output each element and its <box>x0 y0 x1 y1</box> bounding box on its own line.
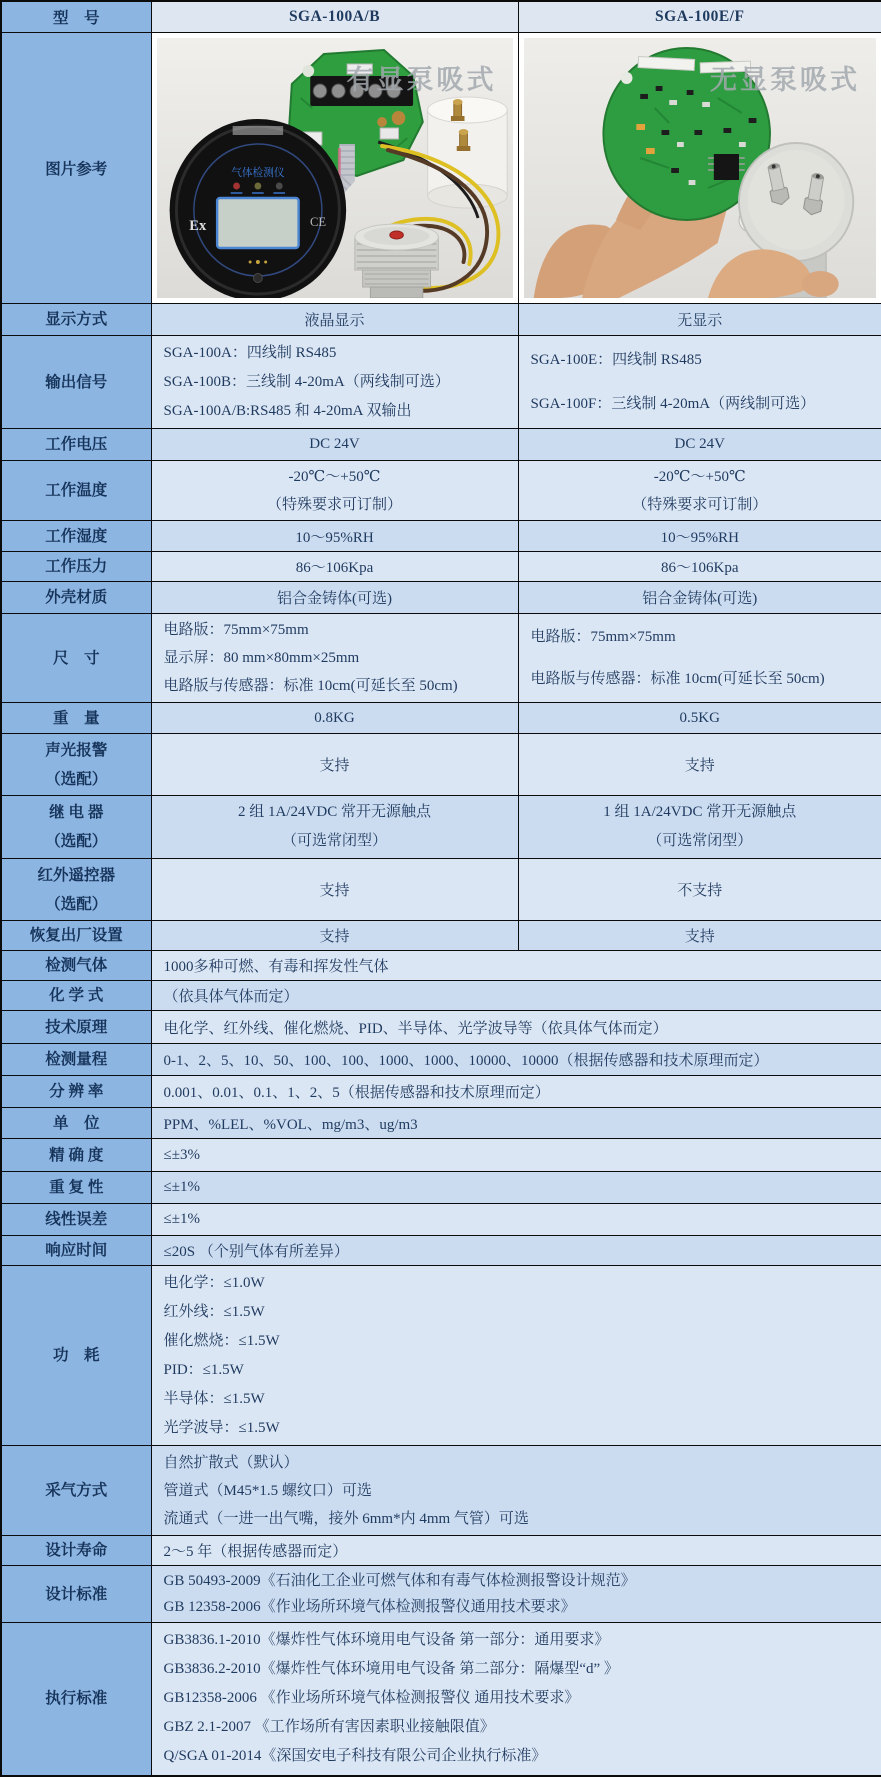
spec-value-cell: 铝合金铸体(可选) <box>151 582 518 614</box>
spec-value-line: GB 12358-2006《作业场所环境气体检测报警仪通用技术要求》 <box>164 1594 881 1620</box>
column-header-sga-100ab: SGA-100A/B <box>151 1 518 33</box>
spec-row <box>1 304 881 336</box>
spec-value-cell <box>151 1623 881 1776</box>
row-label-line: （选配） <box>2 890 151 919</box>
column-header-sga-100ef: SGA-100E/F <box>518 1 881 33</box>
spec-value-cell <box>151 461 518 521</box>
row-label-line: 分 辨 率 <box>2 1077 151 1106</box>
ex-mark-text: Ex <box>189 218 207 234</box>
spec-value-line: Q/SGA 01-2014《深国安电子科技有限公司企业执行标准》 <box>164 1742 881 1771</box>
row-label <box>1 921 151 951</box>
spec-value-cell: 支持 <box>151 859 518 921</box>
spec-row <box>1 582 881 614</box>
spec-row <box>1 1139 881 1172</box>
spec-value-line: GB3836.2-2010《爆炸性气体环境用电气设备 第二部分：隔爆型“d” 》 <box>164 1655 881 1684</box>
spec-value-line: 电路版与传感器：标准 10cm(可延长至 50cm) <box>164 672 518 700</box>
spec-value-line: -20℃～+50℃ <box>519 463 881 491</box>
spec-row <box>1 1536 881 1566</box>
sensor-cylinder-a <box>354 224 437 298</box>
photo-cell-b <box>518 33 881 304</box>
spec-value-line: 电路版与传感器：标准 10cm(可延长至 50cm) <box>531 658 881 700</box>
row-label <box>1 582 151 614</box>
spec-value-cell: ≤±3% <box>151 1139 881 1172</box>
spec-value-cell <box>151 336 518 429</box>
row-label <box>1 1536 151 1566</box>
spec-row <box>1 981 881 1011</box>
row-label <box>1 703 151 734</box>
spec-value-line: SGA-100A/B:RS485 和 4-20mA 双输出 <box>164 397 518 426</box>
row-label <box>1 521 151 552</box>
row-label-line: 技术原理 <box>2 1013 151 1042</box>
spec-value-line: 自然扩散式（默认） <box>164 1449 881 1477</box>
spec-value-cell: 0.8KG <box>151 703 518 734</box>
row-label-line: 采气方式 <box>2 1476 151 1505</box>
spec-value-line: 流通式（一进一出气嘴，接外 6mm*内 4mm 气管）可选 <box>164 1505 881 1533</box>
photo-row-label: 图片参考 <box>1 33 151 304</box>
spec-value-cell: 无显示 <box>518 304 881 336</box>
spec-value-cell: 86～106Kpa <box>518 552 881 582</box>
spec-row <box>1 1076 881 1108</box>
row-label-line: 恢复出厂设置 <box>2 921 151 950</box>
spec-value-cell: 支持 <box>151 734 518 796</box>
fingertip <box>801 271 838 297</box>
spec-value-cell: 86～106Kpa <box>151 552 518 582</box>
row-label <box>1 1108 151 1139</box>
row-label <box>1 1266 151 1446</box>
spec-value-line: 显示屏：80 mm×80mm×25mm <box>164 644 518 672</box>
spec-value-line: （可选常闭型） <box>152 827 518 856</box>
spec-row <box>1 1108 881 1139</box>
spec-row <box>1 1446 881 1536</box>
ce-mark-text: CE <box>309 215 325 229</box>
row-label-line: 显示方式 <box>2 305 151 334</box>
spec-row <box>1 1044 881 1076</box>
spec-row <box>1 703 881 734</box>
spec-row <box>1 1266 881 1446</box>
spec-row <box>1 859 881 921</box>
row-label-line: 设计寿命 <box>2 1536 151 1565</box>
spec-row <box>1 734 881 796</box>
row-label <box>1 1139 151 1172</box>
spec-value-cell <box>518 461 881 521</box>
spec-value-cell: 支持 <box>518 734 881 796</box>
row-label-line: 执行标准 <box>2 1684 151 1713</box>
row-label-line: 重 量 <box>2 704 151 733</box>
spec-row <box>1 796 881 859</box>
spec-value-line: 半导体：≤1.5W <box>164 1385 881 1414</box>
row-label-line: 声光报警 <box>2 736 151 765</box>
row-label <box>1 1566 151 1623</box>
photo-b-watermark: 无显泵吸式 <box>710 58 860 97</box>
spec-row <box>1 552 881 582</box>
spec-row <box>1 921 881 951</box>
row-label-line: 检测量程 <box>2 1045 151 1074</box>
device-title-text: 气体检测仪 <box>231 165 284 179</box>
spec-row <box>1 521 881 552</box>
row-label <box>1 1623 151 1776</box>
row-label-line: 工作压力 <box>2 552 151 581</box>
spec-value-line: （可选常闭型） <box>519 827 881 856</box>
spec-value-cell <box>151 1446 881 1536</box>
spec-value-cell: 支持 <box>518 921 881 951</box>
spec-value-line: SGA-100A：四线制 RS485 <box>164 339 518 368</box>
spec-row <box>1 614 881 703</box>
spec-value-cell <box>518 336 881 429</box>
spec-value-line: SGA-100B：三线制 4-20mA（两线制可选） <box>164 368 518 397</box>
row-label <box>1 796 151 859</box>
spec-value-line: 电路版：75mm×75mm <box>164 616 518 644</box>
spec-value-cell: 不支持 <box>518 859 881 921</box>
spec-value-cell <box>518 796 881 859</box>
row-label-line: （选配） <box>2 827 151 856</box>
spec-value-line: SGA-100E：四线制 RS485 <box>531 338 881 382</box>
row-label-line: （选配） <box>2 765 151 794</box>
header-row <box>1 1 881 33</box>
row-label <box>1 1011 151 1044</box>
row-label-line: 功 耗 <box>2 1341 151 1370</box>
spec-value-line: 2 组 1A/24VDC 常开无源触点 <box>152 798 518 827</box>
spec-value-cell: 0.001、0.01、0.1、1、2、5（根据传感器和技术原理而定） <box>151 1076 881 1108</box>
spec-row <box>1 1623 881 1776</box>
spec-value-cell <box>151 1566 881 1623</box>
row-label <box>1 1172 151 1204</box>
row-label-line: 工作湿度 <box>2 522 151 551</box>
spec-value-cell: （依具体气体而定） <box>151 981 881 1011</box>
row-label <box>1 734 151 796</box>
photo-cell-a <box>151 33 518 304</box>
row-label <box>1 859 151 921</box>
model-header-label: 型 号 <box>1 1 151 33</box>
row-label-line: 工作电压 <box>2 430 151 459</box>
row-label <box>1 1446 151 1536</box>
spec-value-line: （特殊要求可订制） <box>519 491 881 519</box>
spec-value-line: 催化燃烧：≤1.5W <box>164 1327 881 1356</box>
row-label-line: 线性误差 <box>2 1205 151 1234</box>
row-label <box>1 1236 151 1266</box>
spec-value-cell <box>518 614 881 703</box>
spec-value-cell: DC 24V <box>518 429 881 461</box>
spec-row <box>1 429 881 461</box>
spec-value-line: GB12358-2006 《作业场所环境气体检测报警仪 通用技术要求》 <box>164 1684 881 1713</box>
spec-value-line: SGA-100F：三线制 4-20mA（两线制可选） <box>531 382 881 426</box>
spec-value-line: GB 50493-2009《石油化工企业可燃气体和有毒气体检测报警设计规范》 <box>164 1568 881 1594</box>
row-label-line: 化 学 式 <box>2 981 151 1010</box>
row-label <box>1 1076 151 1108</box>
spec-value-line: -20℃～+50℃ <box>152 463 518 491</box>
detector-head <box>169 119 346 298</box>
spec-value-cell <box>151 1266 881 1446</box>
spec-value-cell: ≤±1% <box>151 1204 881 1236</box>
row-label <box>1 1044 151 1076</box>
row-label <box>1 1204 151 1236</box>
spec-row <box>1 1566 881 1623</box>
spec-value-cell: 液晶显示 <box>151 304 518 336</box>
row-label-line: 重 复 性 <box>2 1173 151 1202</box>
spec-value-line: 电路版：75mm×75mm <box>531 616 881 658</box>
spec-value-cell: 0.5KG <box>518 703 881 734</box>
spec-value-cell: 0-1、2、5、10、50、100、100、1000、1000、10000、10000（根据传感器和技术原理而定） <box>151 1044 881 1076</box>
spec-value-cell <box>151 796 518 859</box>
spec-value-cell: 电化学、红外线、催化燃烧、PID、半导体、光学波导等（依具体气体而定） <box>151 1011 881 1044</box>
spec-value-line: GB3836.1-2010《爆炸性气体环境用电气设备 第一部分：通用要求》 <box>164 1626 881 1655</box>
spec-value-cell: 1000多种可燃、有毒和挥发性气体 <box>151 951 881 981</box>
spec-value-line: GBZ 2.1-2007 《工作场所有害因素职业接触限值》 <box>164 1713 881 1742</box>
spec-row <box>1 1172 881 1204</box>
spec-value-cell <box>151 614 518 703</box>
spec-value-cell: 10～95%RH <box>518 521 881 552</box>
row-label-line: 检测气体 <box>2 951 151 980</box>
spec-value-cell: 2～5 年（根据传感器而定） <box>151 1536 881 1566</box>
row-label-line: 尺 寸 <box>2 644 151 673</box>
row-label-line: 输出信号 <box>2 368 151 397</box>
row-label <box>1 461 151 521</box>
spec-value-line: 电化学：≤1.0W <box>164 1269 881 1298</box>
lcd-screen <box>217 198 298 248</box>
spec-value-cell: ≤±1% <box>151 1172 881 1204</box>
row-label-line: 精 确 度 <box>2 1141 151 1170</box>
spec-value-cell: PPM、%LEL、%VOL、mg/m3、ug/m3 <box>151 1108 881 1139</box>
spec-value-cell: ≤20S （个别气体有所差异） <box>151 1236 881 1266</box>
spec-value-line: 光学波导：≤1.5W <box>164 1414 881 1443</box>
spec-value-line: 红外线：≤1.5W <box>164 1298 881 1327</box>
row-label-line: 单 位 <box>2 1109 151 1138</box>
photo-row <box>1 33 881 304</box>
row-label <box>1 336 151 429</box>
row-label-line: 外壳材质 <box>2 583 151 612</box>
row-label <box>1 429 151 461</box>
row-label <box>1 552 151 582</box>
spec-value-cell: 支持 <box>151 921 518 951</box>
row-label-line: 继 电 器 <box>2 798 151 827</box>
spec-value-cell: 10～95%RH <box>151 521 518 552</box>
row-label <box>1 951 151 981</box>
photo-a-watermark: 有显泵吸式 <box>347 58 497 97</box>
spec-row <box>1 951 881 981</box>
spec-value-line: （特殊要求可订制） <box>152 491 518 519</box>
spec-value-cell: DC 24V <box>151 429 518 461</box>
spec-row <box>1 1204 881 1236</box>
row-label-line: 红外遥控器 <box>2 861 151 890</box>
spec-value-line: 1 组 1A/24VDC 常开无源触点 <box>519 798 881 827</box>
row-label-line: 工作温度 <box>2 476 151 505</box>
spec-row <box>1 336 881 429</box>
row-label-line: 响应时间 <box>2 1236 151 1265</box>
spec-row <box>1 1011 881 1044</box>
row-label-line: 设计标准 <box>2 1580 151 1609</box>
spec-value-line: PID：≤1.5W <box>164 1356 881 1385</box>
spec-value-cell: 铝合金铸体(可选) <box>518 582 881 614</box>
spec-row <box>1 461 881 521</box>
spec-value-line: 管道式（M45*1.5 螺纹口）可选 <box>164 1477 881 1505</box>
spec-row <box>1 1236 881 1266</box>
row-label <box>1 981 151 1011</box>
row-label <box>1 614 151 703</box>
row-label <box>1 304 151 336</box>
